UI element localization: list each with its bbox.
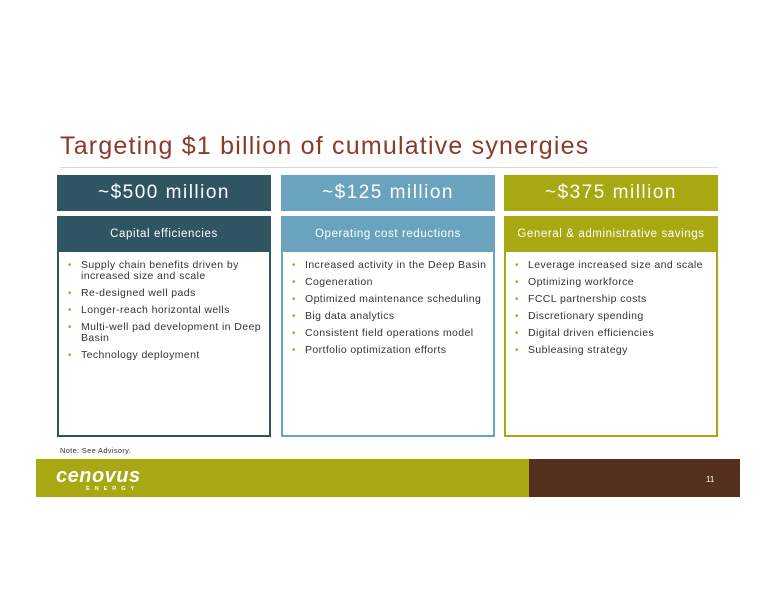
synergy-column-ga [504, 175, 718, 437]
list-item [67, 305, 263, 316]
synergy-list [281, 252, 495, 437]
synergy-amount: ~$375 million [504, 175, 718, 211]
list-item [514, 328, 710, 339]
synergy-amount: ~$500 million [57, 175, 271, 211]
list-item [514, 345, 710, 356]
list-item [67, 350, 263, 361]
list-item [291, 294, 487, 305]
list-item [291, 277, 487, 288]
list-item-text: Leverage increased size and scale [528, 259, 703, 271]
bullet-icon: • [68, 260, 72, 271]
list-item-text: Technology deployment [81, 349, 200, 361]
synergy-list [504, 252, 718, 437]
list-item [291, 345, 487, 356]
synergy-column-operating [281, 175, 495, 437]
list-item-text: Re-designed well pads [81, 287, 196, 299]
list-item-text: Optimizing workforce [528, 276, 635, 288]
list-item-text: Longer-reach horizontal wells [81, 304, 230, 316]
list-item [514, 277, 710, 288]
slide-title: Targeting $1 billion of cumulative synergies [60, 132, 590, 160]
list-item [291, 260, 487, 271]
logo-tagline: ENERGY [86, 486, 140, 492]
bullet-icon: • [68, 350, 72, 361]
bullet-icon: • [292, 328, 296, 339]
list-item-text: Optimized maintenance scheduling [305, 293, 482, 305]
list-item [514, 260, 710, 271]
list-item-text: Supply chain benefits driven by increased size and scale [81, 259, 239, 282]
list-item-text: Subleasing strategy [528, 344, 628, 356]
list-item-text: Cogeneration [305, 276, 373, 288]
advisory-note: Note: See Advisory. [60, 446, 132, 455]
synergy-category: Operating cost reductions [281, 216, 495, 252]
bullet-icon: • [515, 277, 519, 288]
bullet-icon: • [515, 260, 519, 271]
synergy-category: General & administrative savings [504, 216, 718, 252]
bullet-icon: • [292, 260, 296, 271]
bullet-icon: • [515, 294, 519, 305]
list-item-text: Discretionary spending [528, 310, 644, 322]
title-divider [60, 167, 718, 168]
list-item-text: FCCL partnership costs [528, 293, 647, 305]
list-item-text: Multi-well pad development in Deep Basin [81, 321, 261, 344]
list-item [67, 288, 263, 299]
list-item [291, 311, 487, 322]
synergy-amount: ~$125 million [281, 175, 495, 211]
list-item-text: Big data analytics [305, 310, 395, 322]
company-logo [56, 466, 141, 493]
synergy-category: Capital efficiencies [57, 216, 271, 252]
list-item [514, 311, 710, 322]
bullet-icon: • [292, 277, 296, 288]
synergy-list [57, 252, 271, 437]
logo-wordmark: cenovus [56, 465, 141, 487]
bullet-icon: • [68, 322, 72, 333]
bullet-icon: • [292, 345, 296, 356]
list-item [67, 322, 263, 344]
list-item-text: Consistent field operations model [305, 327, 474, 339]
list-item [291, 328, 487, 339]
bullet-icon: • [515, 345, 519, 356]
bullet-icon: • [68, 288, 72, 299]
bullet-icon: • [292, 311, 296, 322]
synergy-column-capital [57, 175, 271, 437]
bullet-icon: • [515, 328, 519, 339]
list-item-text: Portfolio optimization efforts [305, 344, 447, 356]
list-item-text: Digital driven efficiencies [528, 327, 655, 339]
page-number: 11 [706, 475, 715, 484]
bullet-icon: • [68, 305, 72, 316]
list-item [67, 260, 263, 282]
list-item [514, 294, 710, 305]
bullet-icon: • [292, 294, 296, 305]
list-item-text: Increased activity in the Deep Basin [305, 259, 487, 271]
bullet-icon: • [515, 311, 519, 322]
